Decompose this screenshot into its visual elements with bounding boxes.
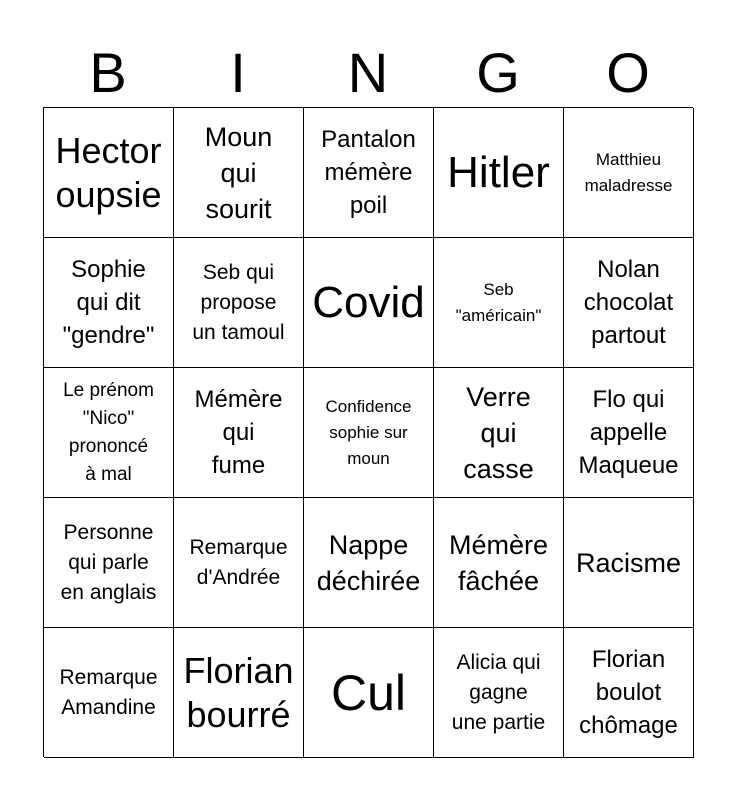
bingo-cell[interactable] bbox=[564, 238, 694, 368]
bingo-cell[interactable] bbox=[564, 108, 694, 238]
cell-text: Seb qui propose un tamoul bbox=[192, 260, 285, 344]
cell-text: Remarque Amandine bbox=[59, 665, 158, 719]
bingo-cell[interactable] bbox=[44, 238, 174, 368]
bingo-cell[interactable] bbox=[434, 628, 564, 758]
bingo-cell[interactable] bbox=[434, 238, 564, 368]
header-letter-i: I bbox=[230, 41, 246, 104]
cell-text: Mémère qui fume bbox=[194, 386, 283, 479]
cell-text: Seb "américain" bbox=[455, 279, 542, 325]
cell-text: Le prénom "Nico" prononcé à mal bbox=[63, 379, 154, 485]
cell-text: Confidence sophie sur moun bbox=[325, 396, 412, 468]
cell-text: Racisme bbox=[575, 547, 682, 578]
bingo-cell[interactable] bbox=[174, 108, 304, 238]
cell-text: Personne qui parle en anglais bbox=[60, 520, 157, 604]
bingo-cell[interactable] bbox=[304, 628, 434, 758]
bingo-cell[interactable] bbox=[44, 108, 174, 238]
cell-text: Cul bbox=[330, 664, 407, 721]
bingo-cell[interactable] bbox=[174, 238, 304, 368]
header-letter-b: B bbox=[89, 41, 127, 104]
cell-text: Flo qui appelle Maqueue bbox=[578, 386, 679, 479]
bingo-cell[interactable] bbox=[564, 498, 694, 628]
cell-text: Sophie qui dit "gendre" bbox=[62, 256, 155, 349]
cell-text: Remarque d'Andrée bbox=[189, 535, 288, 589]
bingo-cell[interactable] bbox=[304, 368, 434, 498]
bingo-cell[interactable] bbox=[44, 368, 174, 498]
bingo-cell[interactable] bbox=[564, 368, 694, 498]
bingo-cell[interactable] bbox=[564, 628, 694, 758]
cell-text: Verre qui casse bbox=[463, 381, 534, 484]
cell-text: Nolan chocolat partout bbox=[583, 256, 674, 349]
bingo-cell[interactable] bbox=[434, 498, 564, 628]
bingo-grid bbox=[43, 107, 693, 757]
bingo-cell[interactable] bbox=[304, 498, 434, 628]
cell-text: Hitler bbox=[447, 147, 550, 197]
bingo-cell[interactable] bbox=[434, 108, 564, 238]
bingo-cell[interactable] bbox=[434, 368, 564, 498]
bingo-header bbox=[43, 42, 693, 104]
header-letter-g: G bbox=[476, 41, 520, 104]
cell-text: Pantalon mémère poil bbox=[321, 126, 416, 219]
bingo-cell[interactable] bbox=[44, 498, 174, 628]
cell-text: Moun qui sourit bbox=[204, 121, 273, 224]
cell-text: Hector oupsie bbox=[55, 129, 162, 215]
cell-text: Mémère fâchée bbox=[448, 529, 549, 596]
cell-text: Covid bbox=[312, 277, 425, 327]
bingo-cell[interactable] bbox=[174, 498, 304, 628]
cell-text: Florian boulot chômage bbox=[579, 646, 678, 739]
header-letter-o: O bbox=[606, 41, 650, 104]
cell-text: Alicia qui gagne une partie bbox=[451, 650, 546, 734]
bingo-cell[interactable] bbox=[44, 628, 174, 758]
bingo-cell[interactable] bbox=[304, 108, 434, 238]
bingo-cell[interactable] bbox=[174, 628, 304, 758]
cell-text: Nappe déchirée bbox=[316, 529, 421, 596]
bingo-cell[interactable] bbox=[304, 238, 434, 368]
bingo-cell[interactable] bbox=[174, 368, 304, 498]
header-letter-n: N bbox=[347, 41, 389, 104]
cell-text: Florian bourré bbox=[183, 649, 294, 735]
cell-text: Matthieu maladresse bbox=[584, 149, 673, 195]
